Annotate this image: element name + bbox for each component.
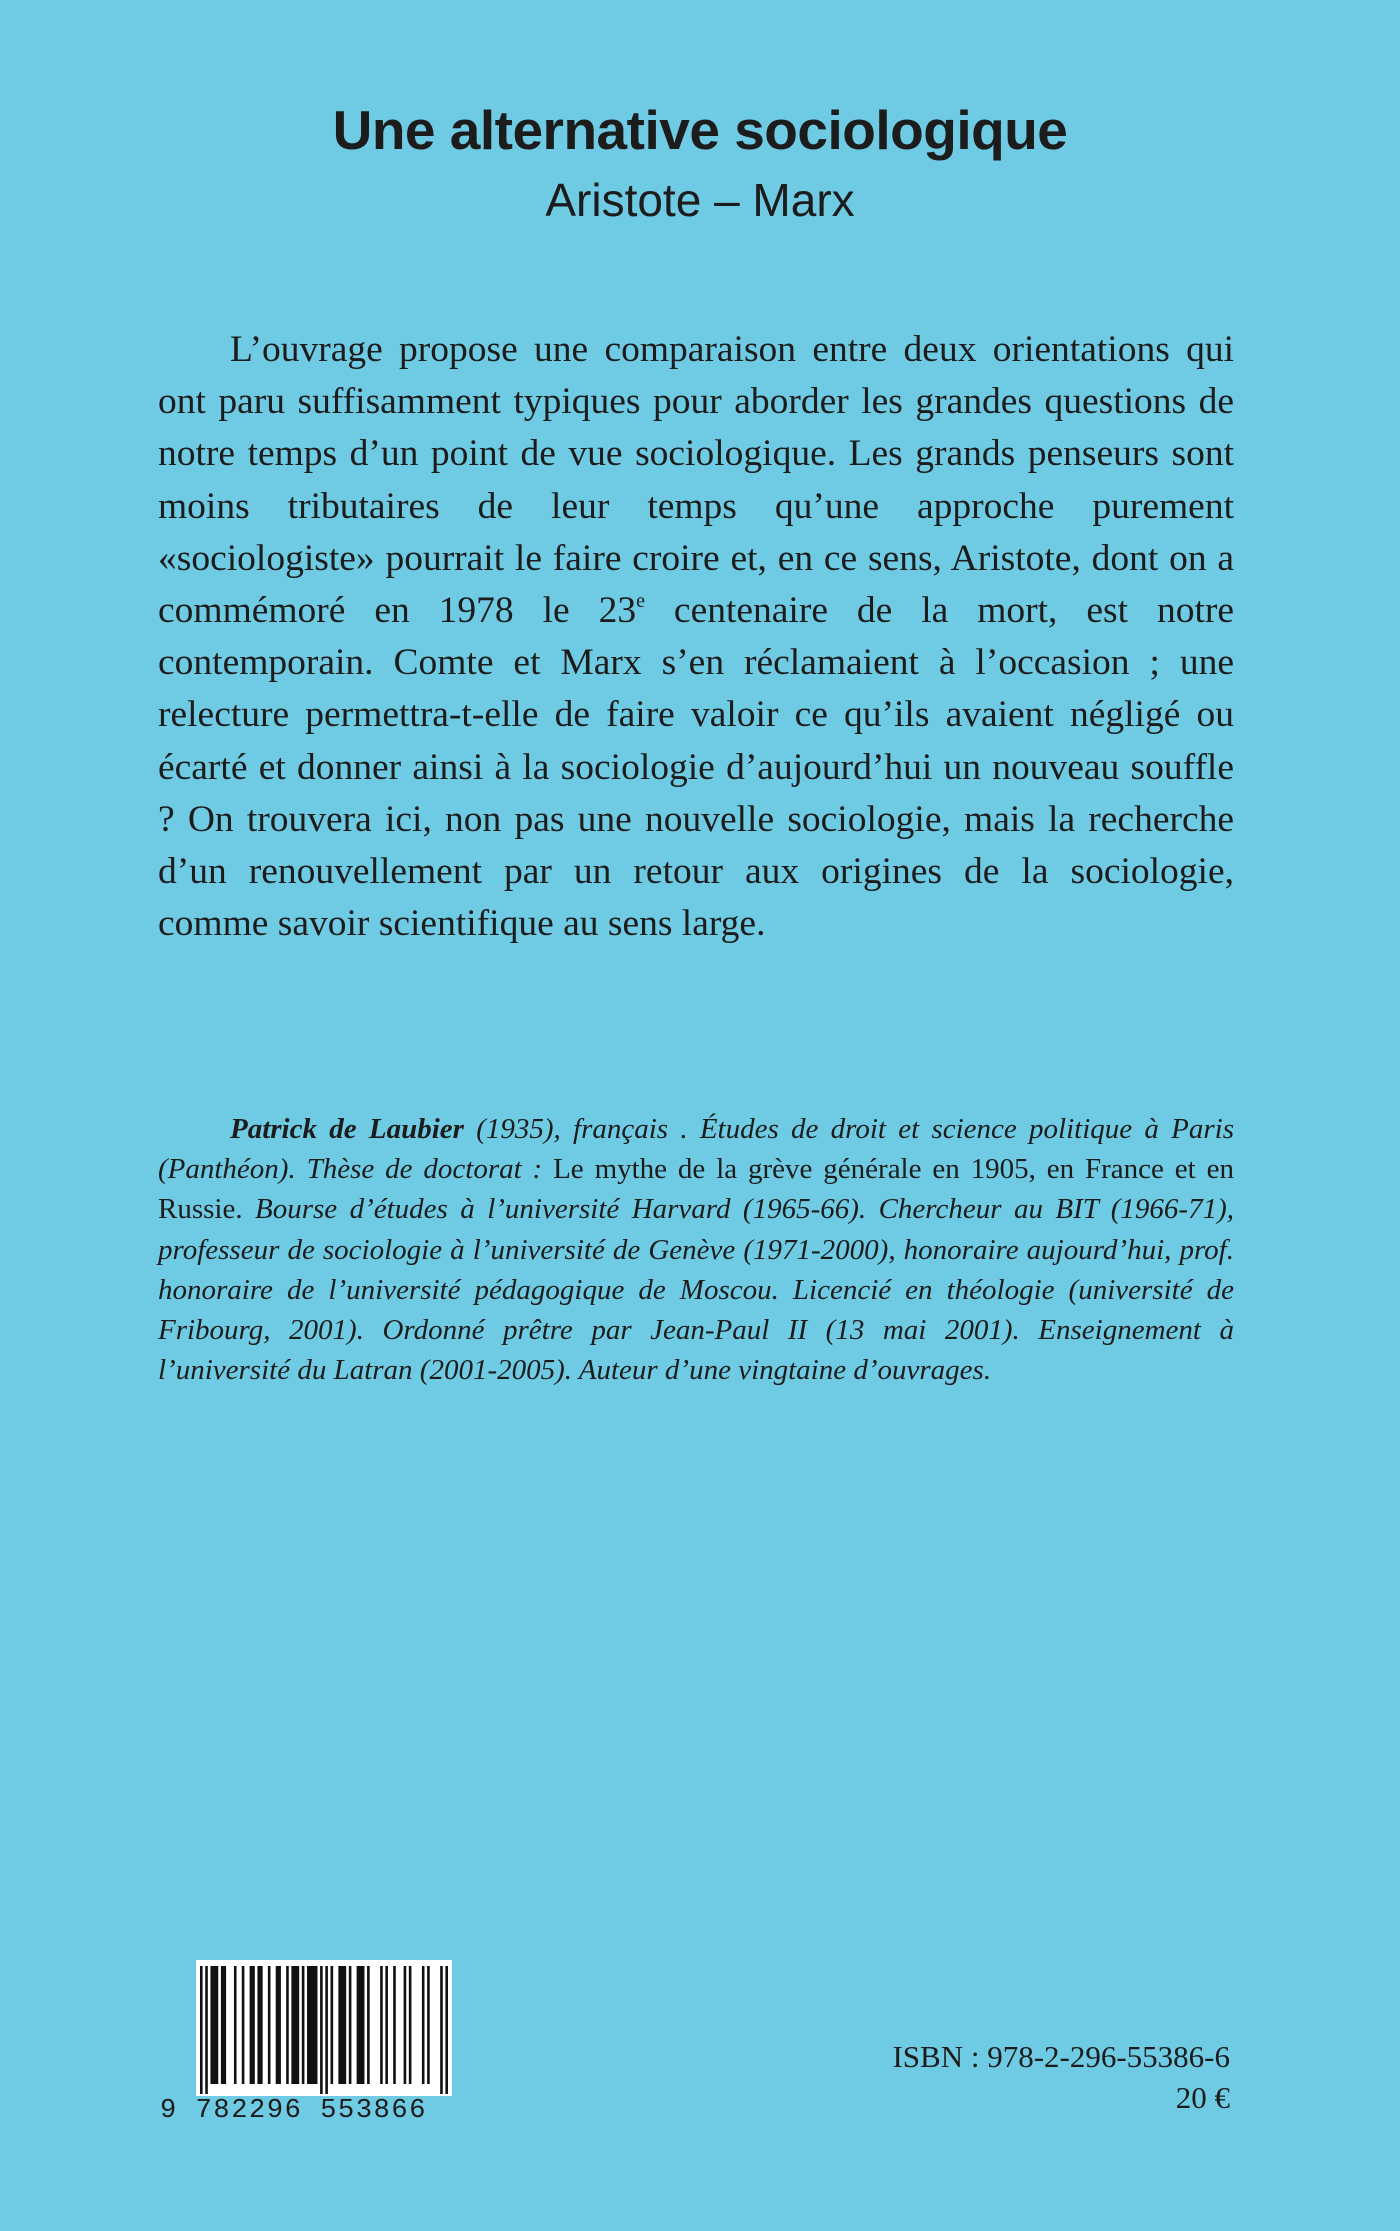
barcode-bar — [250, 1966, 255, 2084]
barcode-bar — [440, 1966, 443, 2094]
barcode-bar — [325, 1966, 328, 2094]
barcode-bar — [338, 1966, 346, 2084]
author-bio — [158, 1109, 1234, 1390]
barcode-bar — [427, 1966, 430, 2084]
author-thesis-title: Le mythe de la grève générale en 1905, en France et en Russie. — [158, 1153, 1234, 1226]
book-title: Une alternative sociologique — [332, 99, 1068, 161]
barcode-bar — [422, 1966, 425, 2084]
barcode-bar — [385, 1966, 388, 2084]
barcode-bar — [367, 1966, 370, 2084]
barcode-digits: 9 782296 553866 — [160, 2096, 428, 2126]
author-bio-part-2: Bourse d’études à l’université Harvard (1965-66). Chercheur au BIT (1966-71), professeur de sociologie à l’université de Genève (1971-2000), honoraire aujourd’hui, prof. honoraire de l’université pédagogique de Moscou. Licencié en théologie (université de Fribourg, 2001). Ordonné prêtre par Jean-Paul II (13 mai 2001). Enseignement à l’université du Latran (2001-2005). Auteur d’une vingtaine d’ouvrages. — [158, 1193, 1234, 1387]
barcode-bar — [380, 1966, 383, 2084]
barcode-bar — [393, 1966, 396, 2084]
barcode-bar — [291, 1966, 299, 2084]
book-description — [158, 324, 1234, 950]
description-superscript: e — [636, 590, 645, 613]
barcode-bar — [320, 1966, 323, 2094]
barcode-bar — [286, 1966, 289, 2084]
isbn-number: ISBN : 978-2-296-55386-6 — [892, 2039, 1230, 2074]
barcode-bar — [234, 1966, 237, 2084]
book-subtitle: Aristote – Marx — [545, 174, 855, 226]
barcode-bar — [349, 1966, 352, 2084]
barcode-bar — [221, 1966, 226, 2084]
author-bio-part-1: (1935), français . Études de droit et science politique à Paris (Panthéon). Thèse de doctorat : — [158, 1113, 1234, 1186]
author-name: Patrick de Laubier — [230, 1113, 464, 1145]
price: 20 € — [1175, 2080, 1230, 2115]
barcode-bar — [257, 1966, 262, 2084]
barcode-bar — [331, 1966, 334, 2084]
barcode-bar — [242, 1966, 245, 2084]
barcode-bar — [409, 1966, 412, 2084]
barcode-bars — [200, 1966, 448, 2094]
barcode-bar — [200, 1966, 203, 2094]
barcode-bar — [205, 1966, 208, 2094]
description-text-part-1: L’ouvrage propose une comparaison entre deux orientations qui ont paru suffisamment typiques pour aborder les grandes questions de notre temps d’un point de vue sociologique. Les grands penseurs sont moins tributaires de leur temps qu’une approche purement «sociologiste» pourrait le faire croire et, en ce sens, Aristote, dont on a commémoré en 1978 le 23 — [158, 329, 1234, 632]
description-text-part-2: centenaire de la mort, est notre contemporain. Comte et Marx s’en réclamaient à l’occasion ; une relecture permettra-t-elle de faire valoir ce qu’ils avaient négligé ou écarté et donner ainsi à la sociologie d’aujourd’hui un nouveau souffle ? On trouvera ici, non pas une nouvelle sociologie, mais la recherche d’un renouvellement par un retour aux origines de la sociologie, comme savoir scientifique au sens large. — [158, 590, 1234, 945]
barcode — [160, 1960, 452, 2126]
barcode-bar — [268, 1966, 271, 2084]
barcode-bar — [276, 1966, 281, 2084]
barcode-bar — [210, 1966, 218, 2084]
barcode-bar — [404, 1966, 407, 2084]
barcode-bar — [302, 1966, 305, 2084]
barcode-bar — [357, 1966, 365, 2084]
barcode-bar — [445, 1966, 448, 2094]
barcode-bar — [307, 1966, 317, 2084]
